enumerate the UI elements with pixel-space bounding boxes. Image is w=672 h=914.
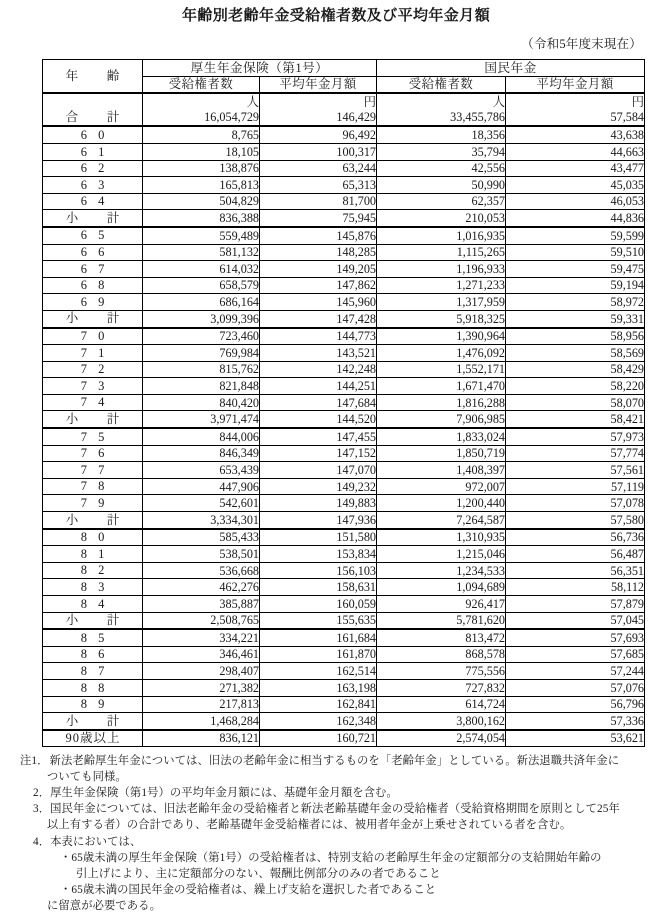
row-kousei-recipients: 462,276: [143, 579, 260, 596]
subtotal-row: [43, 310, 645, 327]
row-kokumin-recipients: 972,007: [377, 478, 506, 495]
row-kokumin-recipients: 35,794: [377, 143, 506, 160]
unit-row-age-blank: [43, 93, 143, 110]
row-kousei-recipients: 723,460: [143, 328, 260, 345]
total-row: [43, 110, 645, 127]
column-header-kousei-recipients: 受給権者数: [143, 76, 260, 93]
row-kokumin-recipients: 1,833,024: [377, 428, 506, 445]
row-kokumin-recipients: 1,094,689: [377, 579, 506, 596]
row-age-label: 6 5: [43, 227, 143, 244]
table-row: [43, 462, 645, 479]
note-3-text: 国民年金については、旧法老齢年金の受給権者と新法老齢基礎年金の受給権者（受給資格期間を原則として25年: [50, 803, 620, 816]
column-header-kokumin-recipients: 受給権者数: [377, 76, 506, 93]
row-kokumin-recipients: 1,016,935: [377, 227, 506, 244]
unit-row: [43, 93, 645, 110]
row-kousei-recipients: 3,971,474: [143, 411, 260, 428]
note-1-marker: 注1．: [20, 755, 49, 768]
row-kokumin-average: 57,076: [506, 679, 645, 696]
table-row: [43, 244, 645, 261]
row-kokumin-recipients: 1,850,719: [377, 445, 506, 462]
row-age-label: 7 1: [43, 345, 143, 362]
table-row: [43, 663, 645, 680]
total-row-label: 合 計: [43, 110, 143, 127]
unit-kokumin-average: 円: [506, 93, 645, 110]
row-kousei-average: 65,313: [260, 177, 377, 194]
row-age-label: 8 8: [43, 679, 143, 696]
row-kokumin-average: 58,220: [506, 378, 645, 395]
row-kokumin-recipients: 18,356: [377, 126, 506, 143]
row-kokumin-average: 58,112: [506, 579, 645, 596]
note-3-continuation: 以上有する者）の合計であり、老齢基礎年金受給権者には、被用者年金が上乗せされている者を含む。: [47, 819, 572, 832]
subtotal-row-label: 小 計: [43, 411, 143, 428]
row-age-label: 7 5: [43, 428, 143, 445]
row-kokumin-recipients: 1,200,440: [377, 495, 506, 512]
row-age-label: 6 8: [43, 277, 143, 294]
table-row: [43, 629, 645, 646]
row-kousei-average: 148,285: [260, 244, 377, 261]
row-kousei-average: 145,876: [260, 227, 377, 244]
row-kokumin-recipients: 42,556: [377, 160, 506, 177]
note-4-bullet-1-continuation: 引上げにより、主に定額部分のない、報酬比例部分のみの者であること: [76, 867, 441, 880]
row-kousei-average: 162,348: [260, 713, 377, 730]
table-row: [43, 394, 645, 411]
note-4-bullet-1: ・65歳未満の厚生年金保険（第1号）の受給権者は、特別支給の老齢厚生年金の定額部分の支給開始年齢の: [60, 851, 602, 864]
column-header-kokumin-average: 平均年金月額: [506, 76, 645, 93]
row-kousei-recipients: 769,984: [143, 345, 260, 362]
table-row: [43, 445, 645, 462]
subtotal-row: [43, 210, 645, 227]
row-kokumin-average: 57,336: [506, 713, 645, 730]
row-age-label: 8 6: [43, 646, 143, 663]
row-age-label: 7 3: [43, 378, 143, 395]
row-kousei-recipients: 538,501: [143, 546, 260, 563]
unit-kousei-average: 円: [260, 93, 377, 110]
table-row: [43, 160, 645, 177]
row-kokumin-recipients: 813,472: [377, 629, 506, 646]
row-age-label: 6 3: [43, 177, 143, 194]
row-age-label: 8 2: [43, 562, 143, 579]
row-kokumin-recipients: 1,552,171: [377, 361, 506, 378]
row-kokumin-average: 56,487: [506, 546, 645, 563]
row-kokumin-average: 58,972: [506, 294, 645, 311]
row-kousei-recipients: 542,601: [143, 495, 260, 512]
row-kousei-average: 147,862: [260, 277, 377, 294]
row-kousei-average: 163,198: [260, 679, 377, 696]
row-kokumin-average: 56,351: [506, 562, 645, 579]
note-2: [20, 785, 648, 801]
row-kokumin-average: 57,580: [506, 512, 645, 529]
table-row: [43, 428, 645, 445]
row-kokumin-recipients: 1,317,959: [377, 294, 506, 311]
row-kousei-recipients: 585,433: [143, 529, 260, 546]
note-4-tail: に留意が必要である。: [47, 899, 161, 912]
total-kokumin-average: 57,584: [506, 110, 645, 127]
row-kousei-average: 81,700: [260, 193, 377, 210]
row-kousei-average: 143,521: [260, 345, 377, 362]
row-age-label: 6 6: [43, 244, 143, 261]
row-kousei-recipients: 536,668: [143, 562, 260, 579]
row-kokumin-average: 57,078: [506, 495, 645, 512]
table-row: [43, 277, 645, 294]
row-kokumin-average: 43,638: [506, 126, 645, 143]
row-kousei-average: 142,248: [260, 361, 377, 378]
row-age-label: 8 9: [43, 696, 143, 713]
row-kokumin-recipients: 62,357: [377, 193, 506, 210]
row-kokumin-recipients: 7,906,985: [377, 411, 506, 428]
row-kousei-recipients: 334,221: [143, 629, 260, 646]
note-3-marker: 3．: [33, 803, 51, 816]
table-row: [43, 546, 645, 563]
row-kousei-recipients: 581,132: [143, 244, 260, 261]
row-age-label: 7 2: [43, 361, 143, 378]
table-row: [43, 529, 645, 546]
row-kousei-recipients: 271,382: [143, 679, 260, 696]
row-kokumin-recipients: 1,115,265: [377, 244, 506, 261]
row-kousei-recipients: 836,388: [143, 210, 260, 227]
row-kousei-recipients: 658,579: [143, 277, 260, 294]
row-kokumin-average: 58,956: [506, 328, 645, 345]
row-kokumin-recipients: 926,417: [377, 596, 506, 613]
row-kousei-average: 155,635: [260, 612, 377, 629]
row-kokumin-recipients: 727,832: [377, 679, 506, 696]
row-kokumin-recipients: 614,724: [377, 696, 506, 713]
row-kousei-recipients: 846,349: [143, 445, 260, 462]
note-1: [20, 753, 648, 769]
row-kousei-recipients: 559,489: [143, 227, 260, 244]
as-of-date: （令和5年度末現在）: [521, 37, 642, 51]
row-kousei-average: 63,244: [260, 160, 377, 177]
row-kokumin-average: 45,035: [506, 177, 645, 194]
row-age-label: 6 7: [43, 261, 143, 278]
subtotal-row: [43, 612, 645, 629]
pension-table: [42, 59, 645, 747]
table-row: [43, 345, 645, 362]
row-kokumin-recipients: 5,918,325: [377, 310, 506, 327]
row-kokumin-recipients: 1,234,533: [377, 562, 506, 579]
row-kokumin-average: 58,421: [506, 411, 645, 428]
table-row: [43, 193, 645, 210]
row-kokumin-average: 57,973: [506, 428, 645, 445]
table-row: [43, 261, 645, 278]
row-kokumin-recipients: 50,990: [377, 177, 506, 194]
row-kokumin-recipients: 2,574,054: [377, 730, 506, 747]
row-age-label: 6 4: [43, 193, 143, 210]
row-age-label: 6 1: [43, 143, 143, 160]
row-kousei-average: 160,059: [260, 596, 377, 613]
row-kousei-average: 161,870: [260, 646, 377, 663]
row-kokumin-average: 44,836: [506, 210, 645, 227]
row-kokumin-average: 59,510: [506, 244, 645, 261]
row-kousei-recipients: 447,906: [143, 478, 260, 495]
row-kokumin-average: 56,796: [506, 696, 645, 713]
row-kokumin-recipients: 1,408,397: [377, 462, 506, 479]
row-kokumin-average: 58,569: [506, 345, 645, 362]
note-2-marker: 2．: [33, 787, 51, 800]
over-90-row-label: 90歳以上: [43, 730, 143, 747]
table-row: [43, 177, 645, 194]
total-kousei-recipients: 16,054,729: [143, 110, 260, 127]
row-kokumin-average: 57,774: [506, 445, 645, 462]
row-kousei-average: 151,580: [260, 529, 377, 546]
table-row: [43, 596, 645, 613]
row-kokumin-average: 57,119: [506, 478, 645, 495]
subtotal-row: [43, 713, 645, 730]
total-kokumin-recipients: 33,455,786: [377, 110, 506, 127]
row-kousei-average: 147,070: [260, 462, 377, 479]
table-row: [43, 579, 645, 596]
row-kousei-recipients: 840,420: [143, 394, 260, 411]
row-kousei-recipients: 614,032: [143, 261, 260, 278]
row-kousei-recipients: 298,407: [143, 663, 260, 680]
row-age-label: 7 6: [43, 445, 143, 462]
row-kousei-average: 147,152: [260, 445, 377, 462]
row-kousei-recipients: 836,121: [143, 730, 260, 747]
row-kousei-average: 144,520: [260, 411, 377, 428]
row-kousei-average: 96,492: [260, 126, 377, 143]
row-kokumin-average: 44,663: [506, 143, 645, 160]
table-row: [43, 126, 645, 143]
row-kousei-recipients: 3,099,396: [143, 310, 260, 327]
table-row: [43, 294, 645, 311]
row-age-label: 8 1: [43, 546, 143, 563]
row-kousei-recipients: 8,765: [143, 126, 260, 143]
table-row: [43, 478, 645, 495]
row-kousei-average: 144,251: [260, 378, 377, 395]
column-header-kousei-average: 平均年金月額: [260, 76, 377, 93]
note-3: [20, 801, 648, 817]
row-kokumin-recipients: 1,390,964: [377, 328, 506, 345]
row-age-label: 6 0: [43, 126, 143, 143]
row-kousei-recipients: 385,887: [143, 596, 260, 613]
row-age-label: 7 0: [43, 328, 143, 345]
unit-kokumin-recipients: 人: [377, 93, 506, 110]
column-group-header-kousei: 厚生年金保険（第1号）: [143, 60, 377, 77]
row-kokumin-recipients: 1,271,233: [377, 277, 506, 294]
row-kousei-recipients: 844,006: [143, 428, 260, 445]
row-kokumin-recipients: 775,556: [377, 663, 506, 680]
row-kokumin-recipients: 868,578: [377, 646, 506, 663]
table-row: [43, 679, 645, 696]
row-kousei-average: 160,721: [260, 730, 377, 747]
row-kousei-recipients: 504,829: [143, 193, 260, 210]
row-kousei-average: 145,960: [260, 294, 377, 311]
row-kousei-recipients: 821,848: [143, 378, 260, 395]
row-age-label: 8 0: [43, 529, 143, 546]
row-kokumin-recipients: 1,310,935: [377, 529, 506, 546]
row-age-label: 8 4: [43, 596, 143, 613]
table-row: [43, 696, 645, 713]
table-row: [43, 328, 645, 345]
row-kokumin-average: 57,561: [506, 462, 645, 479]
row-kokumin-average: 43,477: [506, 160, 645, 177]
row-kokumin-average: 57,244: [506, 663, 645, 680]
row-kousei-recipients: 815,762: [143, 361, 260, 378]
row-kokumin-average: 46,053: [506, 193, 645, 210]
subtotal-row-label: 小 計: [43, 512, 143, 529]
row-kousei-average: 100,317: [260, 143, 377, 160]
row-kousei-recipients: 2,508,765: [143, 612, 260, 629]
column-header-age: 年 齢: [43, 60, 143, 94]
table-header-group-row: [43, 60, 645, 77]
over-90-row: [43, 730, 645, 747]
row-age-label: 7 9: [43, 495, 143, 512]
row-kokumin-average: 57,685: [506, 646, 645, 663]
row-kokumin-average: 58,070: [506, 394, 645, 411]
row-age-label: 8 7: [43, 663, 143, 680]
table-row: [43, 562, 645, 579]
subtotal-row: [43, 512, 645, 529]
row-kousei-average: 147,936: [260, 512, 377, 529]
note-4-marker: 4．: [33, 835, 51, 848]
row-kokumin-average: 59,599: [506, 227, 645, 244]
row-kousei-average: 144,773: [260, 328, 377, 345]
subtotal-row: [43, 411, 645, 428]
total-kousei-average: 146,429: [260, 110, 377, 127]
row-kousei-recipients: 346,461: [143, 646, 260, 663]
row-kousei-average: 161,684: [260, 629, 377, 646]
unit-kousei-recipients: 人: [143, 93, 260, 110]
note-4: [20, 834, 648, 850]
row-age-label: 7 7: [43, 462, 143, 479]
row-kokumin-recipients: 1,816,288: [377, 394, 506, 411]
table-head: [43, 60, 645, 94]
row-kokumin-recipients: 7,264,587: [377, 512, 506, 529]
row-kousei-average: 162,514: [260, 663, 377, 680]
row-kokumin-average: 58,429: [506, 361, 645, 378]
row-kousei-average: 153,834: [260, 546, 377, 563]
row-kousei-average: 147,428: [260, 310, 377, 327]
row-kousei-recipients: 165,813: [143, 177, 260, 194]
row-kousei-recipients: 1,468,284: [143, 713, 260, 730]
subtotal-row-label: 小 計: [43, 310, 143, 327]
row-kousei-average: 149,232: [260, 478, 377, 495]
row-kokumin-average: 57,693: [506, 629, 645, 646]
table-row: [43, 361, 645, 378]
subtotal-row-label: 小 計: [43, 210, 143, 227]
row-kousei-recipients: 686,164: [143, 294, 260, 311]
row-kousei-average: 147,684: [260, 394, 377, 411]
page-title: 年齢別老齢年金受給権者数及び平均年金月額: [181, 8, 490, 24]
row-kokumin-average: 57,045: [506, 612, 645, 629]
table-row: [43, 495, 645, 512]
table-body: [43, 93, 645, 747]
row-kokumin-recipients: 210,053: [377, 210, 506, 227]
notes-section: [20, 753, 648, 913]
row-kokumin-average: 59,331: [506, 310, 645, 327]
row-kousei-average: 156,103: [260, 562, 377, 579]
row-kokumin-recipients: 1,671,470: [377, 378, 506, 395]
row-kokumin-average: 57,879: [506, 596, 645, 613]
row-age-label: 6 2: [43, 160, 143, 177]
row-kousei-recipients: 138,876: [143, 160, 260, 177]
row-kousei-average: 147,455: [260, 428, 377, 445]
table-row: [43, 646, 645, 663]
row-kousei-recipients: 3,334,301: [143, 512, 260, 529]
row-kokumin-recipients: 3,800,162: [377, 713, 506, 730]
note-2-text: 厚生年金保険（第1号）の平均年金月額には、基礎年金月額を含む。: [50, 787, 398, 800]
note-1-continuation: ついても同様。: [47, 771, 127, 784]
row-kokumin-recipients: 5,781,620: [377, 612, 506, 629]
note-4-text: 本表においては、: [50, 835, 142, 848]
row-kokumin-recipients: 1,476,092: [377, 345, 506, 362]
row-kousei-average: 162,841: [260, 696, 377, 713]
row-kousei-average: 158,631: [260, 579, 377, 596]
table-row: [43, 378, 645, 395]
row-kokumin-average: 59,475: [506, 261, 645, 278]
row-kokumin-average: 56,736: [506, 529, 645, 546]
table-row: [43, 227, 645, 244]
column-group-header-kokumin: 国民年金: [377, 60, 645, 77]
row-kousei-recipients: 653,439: [143, 462, 260, 479]
row-kousei-average: 149,205: [260, 261, 377, 278]
row-age-label: 7 8: [43, 478, 143, 495]
row-kousei-average: 149,883: [260, 495, 377, 512]
pension-table-container: [42, 59, 644, 747]
row-kousei-average: 75,945: [260, 210, 377, 227]
row-age-label: 6 9: [43, 294, 143, 311]
row-age-label: 8 5: [43, 629, 143, 646]
note-4-bullet-2: ・65歳未満の国民年金の受給権者は、繰上げ支給を選択した者であること: [60, 883, 437, 896]
row-kokumin-recipients: 1,196,933: [377, 261, 506, 278]
note-1-text: 新法老齢厚生年金については、旧法の老齢年金に相当するものを「老齢年金」としている。新法退職共済年金に: [49, 755, 620, 768]
row-kokumin-recipients: 1,215,046: [377, 546, 506, 563]
row-age-label: 7 4: [43, 394, 143, 411]
subtotal-row-label: 小 計: [43, 612, 143, 629]
row-age-label: 8 3: [43, 579, 143, 596]
row-kousei-recipients: 217,813: [143, 696, 260, 713]
table-row: [43, 143, 645, 160]
row-kokumin-average: 53,621: [506, 730, 645, 747]
subtotal-row-label: 小 計: [43, 713, 143, 730]
row-kokumin-average: 59,194: [506, 277, 645, 294]
row-kousei-recipients: 18,105: [143, 143, 260, 160]
